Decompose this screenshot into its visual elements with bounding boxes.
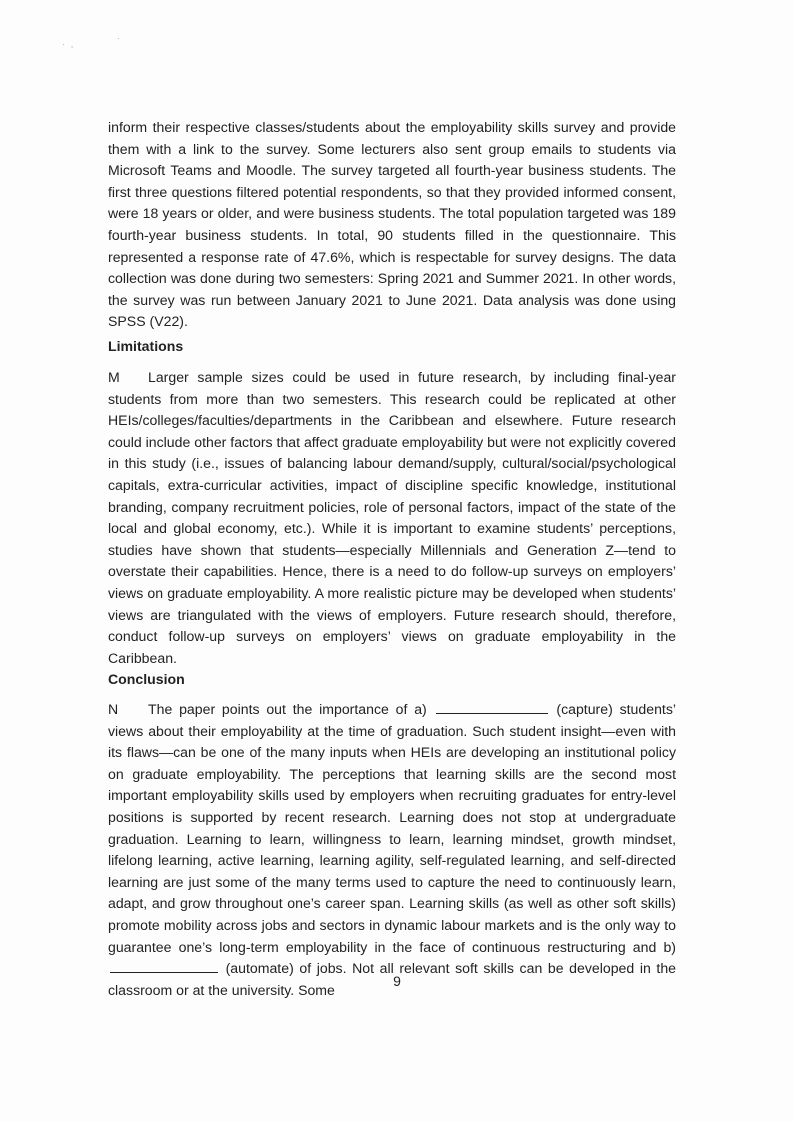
conclusion-text-part1: The paper points out the importance of a) [148,701,427,717]
limitations-paragraph [108,367,676,669]
fill-in-blank-b[interactable] [110,958,218,973]
limitations-marker: M [108,369,120,385]
limitations-text: Larger sample sizes could be used in future research, by including final-year students from more than two semesters. This research could be replicated at other HEIs/colleges/faculties/departments in the Caribbean and elsewhere. Future research could include other factors that affect graduate employability but were not explicitly covered in this study (i.e., issues of balancing labour demand/supply, cultural/social/psychological capitals, extra-curricular activities, impact of discipline specific knowledge, institutional branding, company recruitment policies, role of personal factors, impact of the state of the local and global economy, etc.). While it is important to examine students’ perceptions, studies have shown that students—especially Millennials and Generation Z—tend to overstate their capabilities. Hence, there is a need to do follow-up surveys on employers’ views on graduate employability. A more realistic picture may be developed when students’ views are triangulated with the views of employers. Future research should, therefore, conduct follow-up surveys on employers’ views on graduate employability in the Caribbean. [108,369,676,666]
conclusion-heading: Conclusion [108,671,185,687]
fill-in-blank-a[interactable] [436,699,548,714]
conclusion-text-part3: of jobs. Not all relevant soft skills can be developed in the classroom or at the university. Some [108,960,676,998]
blank-a-hint: (capture) [556,701,613,717]
intro-paragraph: inform their respective classes/students about the employability skills survey and provide them with a link to the survey. Some lecturers also sent group emails to students via Microsoft Teams and Moodle. The survey targeted all fourth-year business students. The first three questions filtered potential respondents, so that they provided informed consent, were 18 years or older, and were business students. The total population targeted was 189 fourth-year business students. In total, 90 students filled in the questionnaire. This represented a response rate of 47.6%, which is respectable for survey designs. The data collection was done during two semesters: Spring 2021 and Summer 2021. In other words, the survey was run between January 2021 to June 2021. Data analysis was done using SPSS (V22). [108,119,676,330]
blank-b-hint: (automate) [225,960,294,977]
limitations-heading: Limitations [108,338,184,354]
conclusion-marker: N [108,701,119,717]
page-number: 9 [393,973,401,989]
conclusion-paragraph [108,699,676,1001]
scan-mark-mid: · [117,34,122,43]
conclusion-text-part2: students’ views about their employability at the time of graduation. Such student insight—even with its flaws—can be one of the many inputs when HEIs are developing an institutional policy on graduate employability. The perceptions that learning skills are the second most important employability skills used by employers when recruiting graduates for entry-level positions is supported by recent research. Learning does not stop at undergraduate graduation. Learning to learn, willingness to learn, learning mindset, growth mindset, lifelong learning, active learning, learning agility, self-regulated learning, and self-directed learning are just some of the many terms used to capture the need to continuously learn, adapt, and grow throughout one’s career span. Learning skills (as well as other soft skills) promote mobility across jobs and sectors in dynamic labour markets and is the only way to guarantee one’s long-term employability in the face of continuous restructuring and b) [108,701,677,955]
scan-mark-left: · , [62,40,76,49]
